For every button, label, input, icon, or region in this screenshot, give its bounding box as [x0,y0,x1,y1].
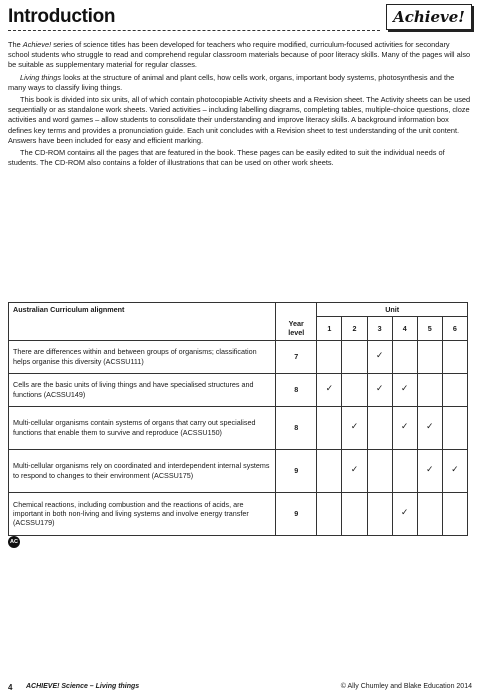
unit-cell [442,340,467,373]
tick-icon: ✓ [392,406,417,449]
table-row [9,492,468,535]
unit-number-6: 6 [442,317,467,340]
table-title: Australian Curriculum alignment [9,303,276,341]
tick-icon: ✓ [392,373,417,406]
unit-cell [392,449,417,492]
australian-curriculum-icon: AC [8,536,20,548]
table-row [9,340,468,373]
unit-cell [317,492,342,535]
tick-icon: ✓ [417,406,442,449]
unit-cell [442,406,467,449]
tick-icon: ✓ [392,492,417,535]
unit-cell [442,492,467,535]
unit-cell [367,406,392,449]
tick-icon: ✓ [367,340,392,373]
unit-number-2: 2 [342,317,367,340]
copyright: © Ally Chumley and Blake Education 2014 [340,683,472,690]
achieve-logo: Achieve! [386,4,472,30]
year-level: 9 [276,449,317,492]
unit-cell [442,373,467,406]
table-row [9,449,468,492]
year-level: 8 [276,406,317,449]
book-name: Living things [20,72,62,82]
intro-paragraph-3: This book is divided into six units, all of which contain photocopiable Activity sheets and a Revision sheet. The Activity sheets can be used sequentially or as standalone work sheets. Varied activities – including labelling diagrams, completing tables, multiple-choice questions, cloze activities and word games – allow students to consolidate their understanding and improve literacy skills. A background information box defines key terms and provides a pronunciation guide. Each unit concludes with a Revision sheet to test understanding of the unit content. Answers have been included for easy and efficient marking. [8,95,471,145]
intro-p1-body: series of science titles has been developed for teachers who require modified, curriculum-focused activities for secondary school students who struggle to read and comprehend regular classroom materials because of poor literacy skills. Many of the pages will also be suitable as supplementary material for regular classes. [8,40,471,70]
curriculum-description: Cells are the basic units of living things and have specialised structures and functions (ACSSU149) [9,373,276,406]
intro-paragraph-1 [8,40,472,71]
tick-icon: ✓ [317,373,342,406]
tick-icon: ✓ [342,406,367,449]
unit-cell [367,492,392,535]
year-header: Year level [276,317,317,340]
curriculum-description: There are differences within and between groups of organisms; classification helps organise this diversity (ACSSU111) [9,340,276,373]
curriculum-description: Multi-cellular organisms contain systems of organs that carry out specialised functions that enable them to survive and reproduce (ACSSU150) [9,406,276,449]
intro-paragraph-4: The CD-ROM contains all the pages that are featured in the book. These pages can be easily edited to suit the individual needs of students. The CD-ROM also contains a folder of illustrations that can be used on other work sheets. [8,148,445,168]
unit-cell [367,449,392,492]
unit-number-4: 4 [392,317,417,340]
curriculum-description: Chemical reactions, including combustion and the reactions of acids, are important in both non-living and living systems and involve energy transfer (ACSSU179) [9,492,276,535]
page-title: Introduction [8,6,116,27]
intro-p1-pre: The [8,40,23,49]
unit-cell [317,449,342,492]
footer-title: ACHIEVE! Science – Living things [26,683,140,690]
unit-cell [392,340,417,373]
unit-cell [317,406,342,449]
unit-cell [417,373,442,406]
intro-p2-body: looks at the structure of animal and plant cells, how cells work, organs, important body systems, photosynthesis and the many ways to classify living things. [8,72,455,92]
unit-cell [417,492,442,535]
unit-cell [317,340,342,373]
year-level: 7 [276,340,317,373]
curriculum-table [8,302,468,536]
page-number: 4 [8,683,13,692]
year-header-top [276,303,317,317]
page-header [8,4,472,32]
tick-icon: ✓ [442,449,467,492]
unit-cell [342,373,367,406]
tick-icon: ✓ [342,449,367,492]
year-level: 9 [276,492,317,535]
unit-number-1: 1 [317,317,342,340]
unit-cell [342,340,367,373]
unit-cell [342,492,367,535]
unit-number-5: 5 [417,317,442,340]
unit-header: Unit [317,303,468,317]
unit-number-3: 3 [367,317,392,340]
intro-paragraph-2 [8,73,472,93]
unit-cell [417,340,442,373]
header-divider [8,30,380,31]
table-row [9,406,468,449]
series-name: Achieve! [22,40,52,49]
intro-text [8,40,472,170]
year-level: 8 [276,373,317,406]
tick-icon: ✓ [417,449,442,492]
tick-icon: ✓ [367,373,392,406]
curriculum-description: Multi-cellular organisms rely on coordinated and interdependent internal systems to respond to changes to their environment (ACSSU175) [9,449,276,492]
table-row [9,373,468,406]
